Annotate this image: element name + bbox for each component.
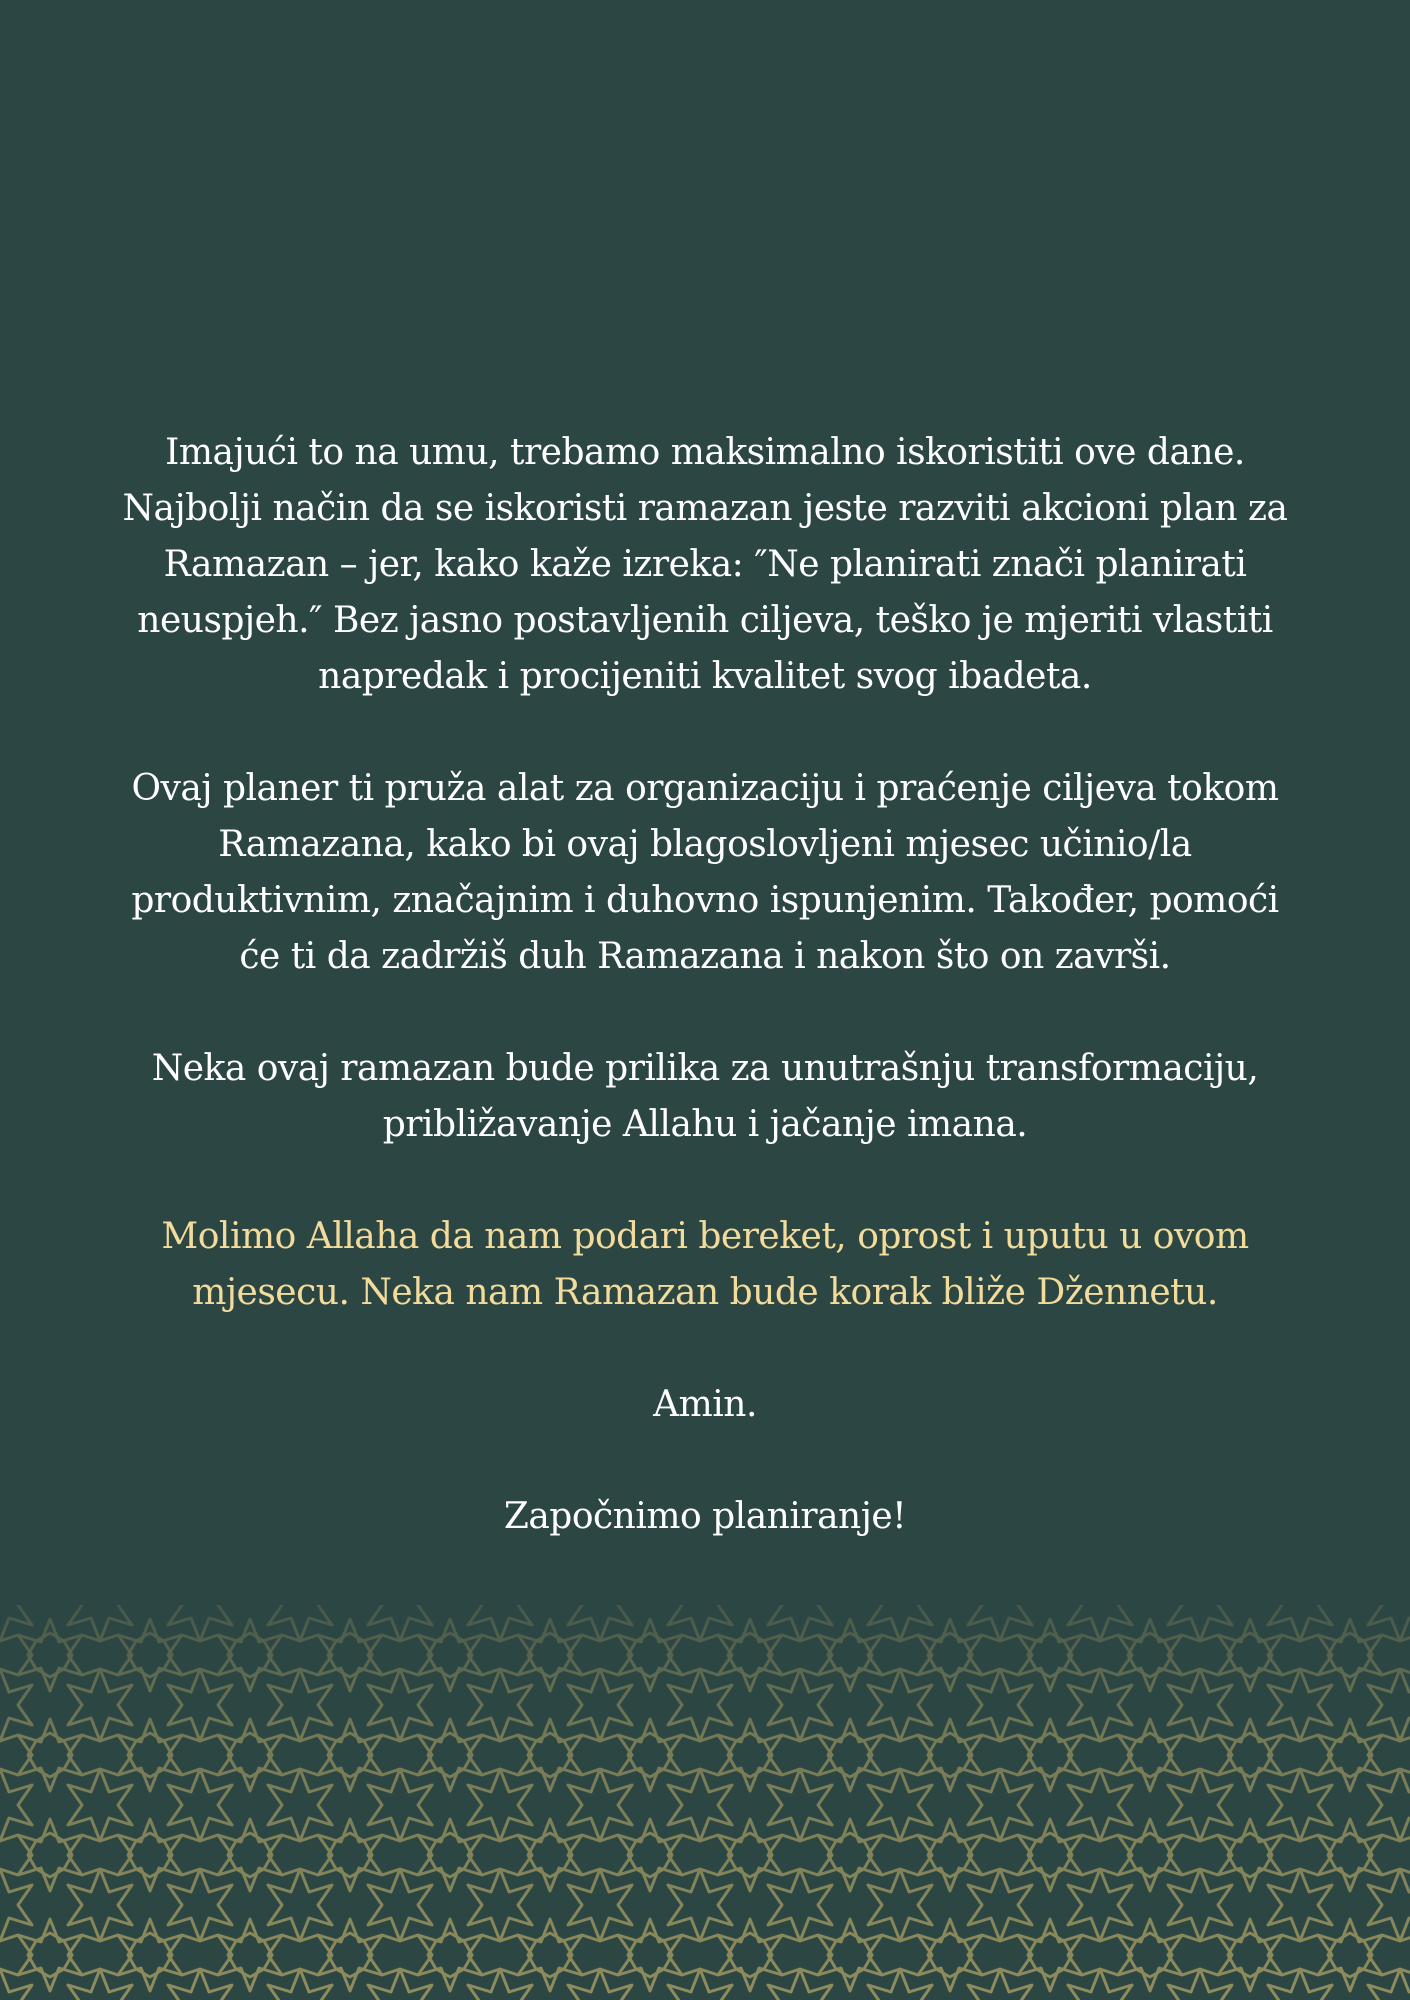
text-line: napredak i procijeniti kvalitet svog ibadeta. (318, 656, 1092, 697)
text-line: približavanje Allahu i jačanje imana. (382, 1104, 1028, 1145)
text-line: Imajući to na umu, trebamo maksimalno iskoristiti ove dane. (165, 432, 1245, 473)
text-line: neuspjeh.″ Bez jasno postavljenih ciljeva, teško je mjeriti vlastiti (137, 600, 1273, 641)
paragraph-spacer (95, 705, 1315, 761)
text-line: Ovaj planer ti pruža alat za organizaciju i praćenje ciljeva tokom (131, 768, 1279, 809)
text-line: Ramazana, kako bi ovaj blagoslovljeni mjesec učinio/la (218, 824, 1192, 865)
paragraph-planner (95, 761, 1315, 985)
geometric-pattern (0, 1605, 1410, 2000)
text-line: Započnimo planiranje! (503, 1496, 907, 1537)
body-text (95, 425, 1315, 1545)
text-line: će ti da zadržiš duh Ramazana i nakon što on završi. (239, 936, 1171, 977)
text-line: Molimo Allaha da nam podari bereket, oprost i uputu u ovom (161, 1216, 1249, 1257)
paragraph-start (95, 1489, 1315, 1545)
paragraph-wish (95, 1041, 1315, 1153)
paragraph-spacer (95, 985, 1315, 1041)
text-line: produktivnim, značajnim i duhovno ispunjenim. Također, pomoći (131, 880, 1279, 921)
paragraph-intro (95, 425, 1315, 705)
text-line: mjesecu. Neka nam Ramazan bude korak bliže Džennetu. (192, 1272, 1218, 1313)
paragraph-amin (95, 1377, 1315, 1433)
text-line: Neka ovaj ramazan bude prilika za unutrašnju transformaciju, (151, 1048, 1259, 1089)
text-line: Amin. (653, 1384, 757, 1425)
text-line: Ramazan – jer, kako kaže izreka: ″Ne planirati znači planirati (163, 544, 1247, 585)
text-line: Najbolji način da se iskoristi ramazan jeste razviti akcioni plan za (122, 488, 1288, 529)
paragraph-spacer (95, 1433, 1315, 1489)
paragraph-dua (95, 1209, 1315, 1321)
pattern-fade (0, 1605, 1410, 2000)
paragraph-spacer (95, 1321, 1315, 1377)
paragraph-spacer (95, 1153, 1315, 1209)
